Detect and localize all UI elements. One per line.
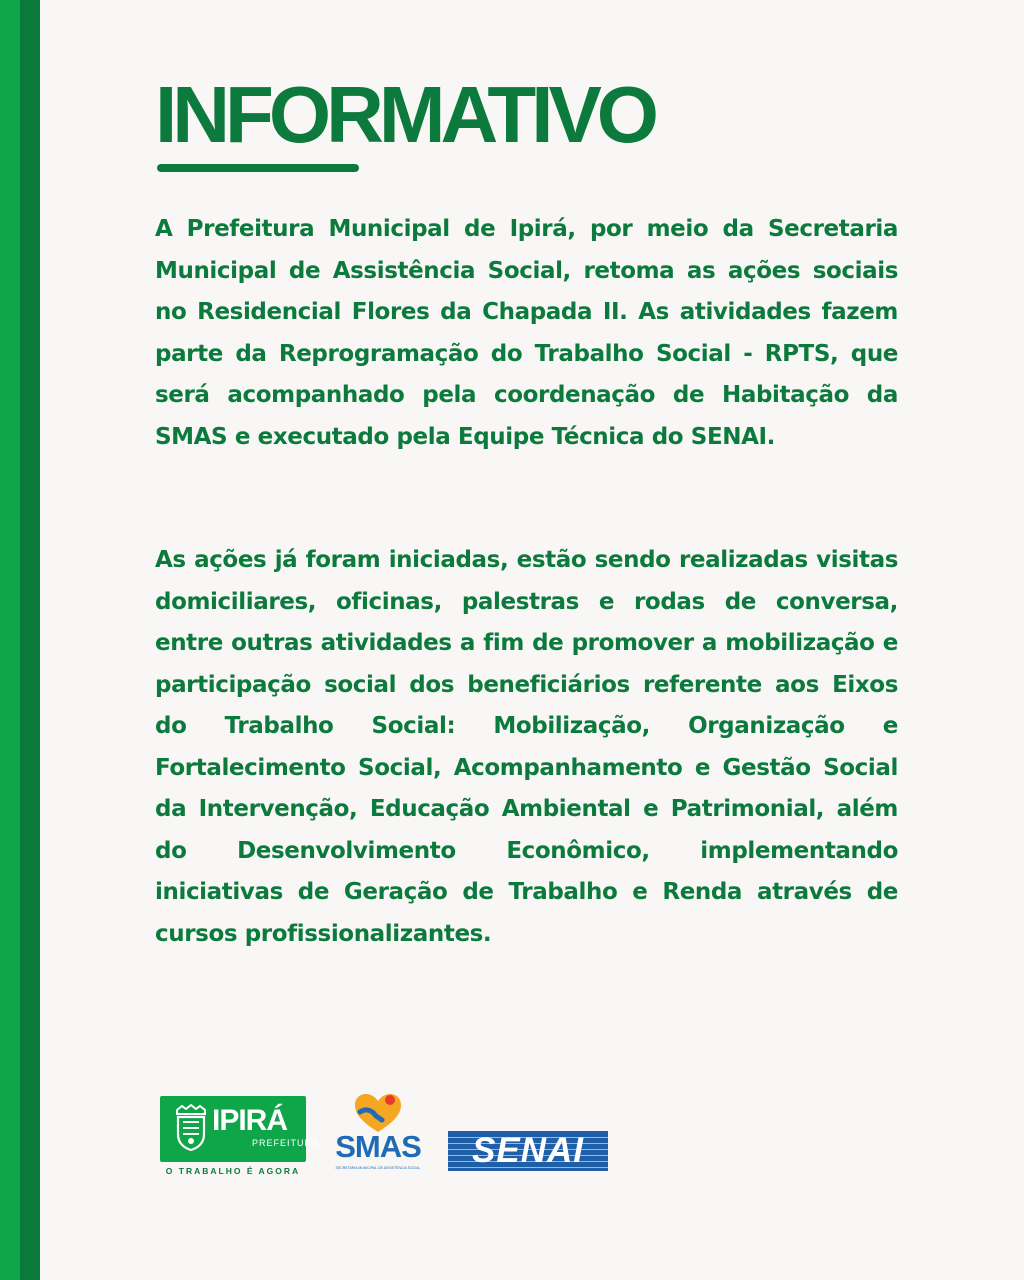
smas-logo-subtitle: SECRETARIA MUNICIPAL DE ASSISTÊNCIA SOCIAL [335, 1166, 421, 1170]
ipira-logo [160, 1096, 320, 1178]
coat-of-arms-icon [174, 1104, 208, 1152]
paragraph-actions: As ações já foram iniciadas, estão sendo realizadas visitas domiciliares, oficinas, palestras e rodas de conversa, entre outras atividades a fim de promover a mobilização e participação social dos beneficiários referente aos Eixos do Trabalho Social: Mobilização, Organização e Fortalecimento Social, Acompanhamento e Gestão Social da Intervenção, Educação Ambiental e Patrimonial, além do Desenvolvimento Econômico, implementando iniciativas de Geração de Trabalho e Renda através de cursos profissionalizantes. [155, 547, 898, 947]
page-title: INFORMATIVO [155, 70, 655, 159]
smas-logo-name: SMAS [335, 1129, 421, 1164]
title-underline [157, 164, 359, 172]
senai-logo [448, 1131, 608, 1171]
left-border-dark [20, 0, 40, 1280]
ipira-logo-box [160, 1096, 320, 1162]
senai-logo-name: SENAI [472, 1131, 584, 1170]
smas-logo [330, 1090, 426, 1180]
ipira-logo-name: IPIRÁ [212, 1104, 288, 1137]
hands-heart-icon [352, 1090, 404, 1134]
paragraph-intro: A Prefeitura Municipal de Ipirá, por meio da Secretaria Municipal de Assistência Social, retoma as ações sociais no Residencial Flores da Chapada II. As atividades fazem parte da Reprogramação do Trabalho Social - RPTS, que será acompanhado pela coordenação de Habitação da SMAS e executado pela Equipe Técnica do SENAI. [155, 216, 898, 450]
ipira-logo-subtitle: PREFEITURA [252, 1138, 320, 1148]
ipira-logo-slogan: O TRABALHO É AGORA [165, 1166, 301, 1176]
left-border-light [0, 0, 20, 1280]
senai-logo-box [448, 1131, 608, 1171]
